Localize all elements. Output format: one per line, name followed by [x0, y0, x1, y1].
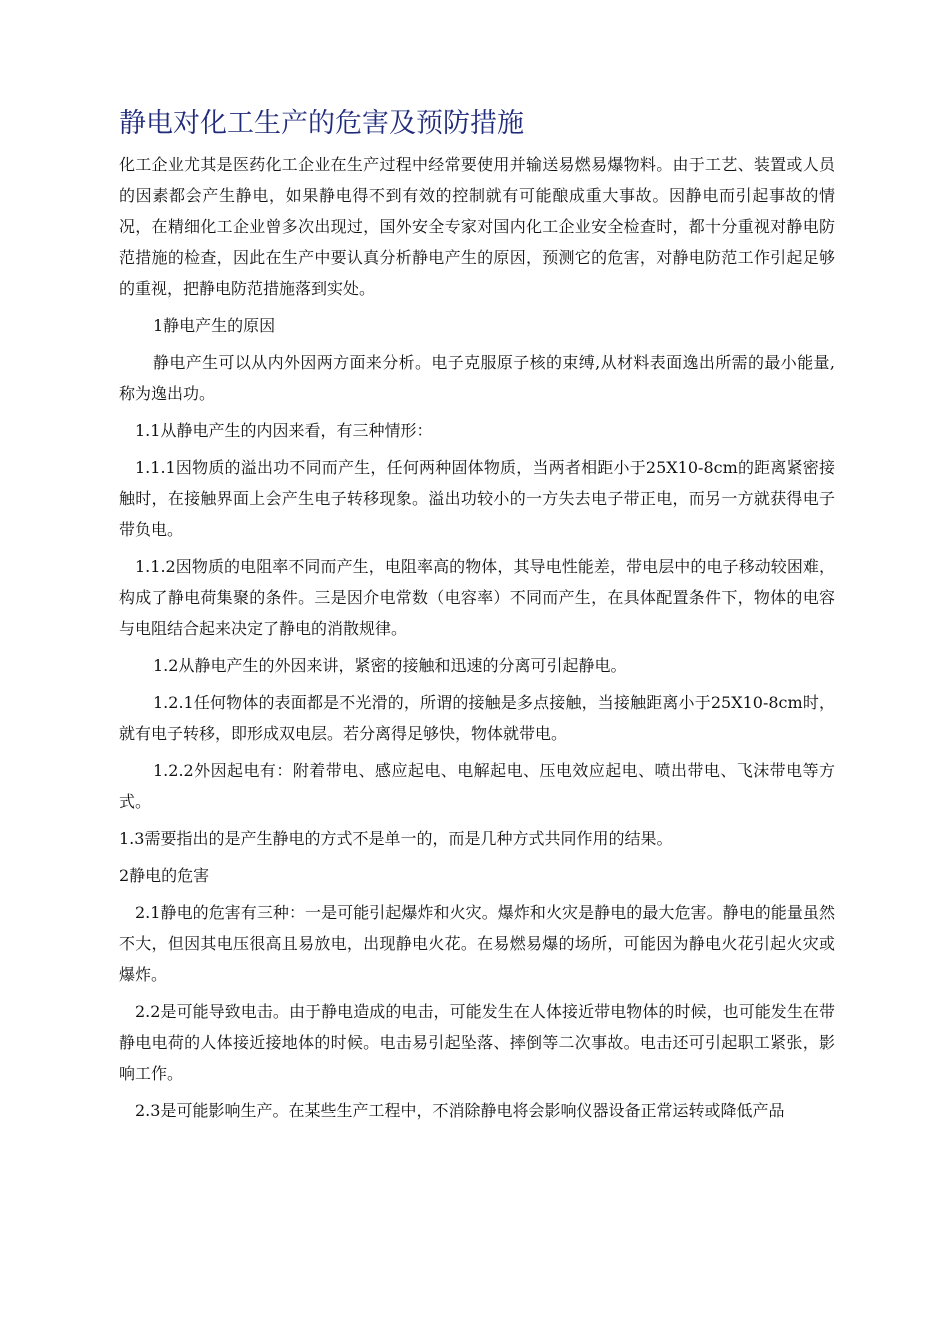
paragraph: 1.1.1因物质的溢出功不同而产生，任何两种固体物质，当两者相距小于25X10-8cm的距离紧密接触时，在接触界面上会产生电子转移现象。溢出功较小的一方失去电子带正电，而另一方就获得电子带负电。: [119, 458, 835, 539]
paragraph: 2.3是可能影响生产。在某些生产工程中，不消除静电将会影响仪器设备正常运转或降低产品: [135, 1101, 785, 1120]
paragraph: 1.2.1任何物体的表面都是不光滑的，所谓的接触是多点接触，当接触距离小于25X10-8cm时，就有电子转移，即形成双电层。若分离得足够快，物体就带电。: [119, 693, 835, 743]
paragraph: 1.3需要指出的是产生静电的方式不是单一的，而是几种方式共同作用的结果。: [119, 829, 673, 848]
document-body: [119, 149, 835, 1132]
section-heading: 1静电产生的原因: [153, 316, 276, 335]
subsection-heading: 1.2从静电产生的外因来讲，紧密的接触和迅速的分离可引起静电。: [153, 656, 627, 675]
paragraph: 1.1.2因物质的电阻率不同而产生，电阻率高的物体，其导电性能差，带电层中的电子移动较困难，构成了静电荷集聚的条件。三是因介电常数（电容率）不同而产生，在具体配置条件下，物体的电容与电阻结合起来决定了静电的消散规律。: [119, 557, 835, 638]
paragraph: 1.2.2外因起电有：附着带电、感应起电、电解起电、压电效应起电、喷出带电、飞沫带电等方式。: [119, 761, 835, 811]
subsection-heading: 1.1从静电产生的内因来看，有三种情形：: [135, 421, 433, 440]
paragraph: 2.2是可能导致电击。由于静电造成的电击，可能发生在人体接近带电物体的时候，也可能发生在带静电电荷的人体接近接地体的时候。电击易引起坠落、摔倒等二次事故。电击还可引起职工紧张，影响工作。: [119, 1002, 835, 1083]
paragraph: 2.1静电的危害有三种：一是可能引起爆炸和火灾。爆炸和火灾是静电的最大危害。静电的能量虽然不大，但因其电压很高且易放电，出现静电火花。在易燃易爆的场所，可能因为静电火花引起火灾或爆炸。: [119, 903, 835, 984]
paragraph: 静电产生可以从内外因两方面来分析。电子克服原子核的束缚,从材料表面逸出所需的最小能量,称为逸出功。: [119, 353, 835, 403]
section-heading: 2静电的危害: [119, 866, 210, 885]
page-title: 静电对化工生产的危害及预防措施: [119, 108, 524, 139]
intro-paragraph: 化工企业尤其是医药化工企业在生产过程中经常要使用并输送易燃易爆物料。由于工艺、装置或人员的因素都会产生静电，如果静电得不到有效的控制就有可能酿成重大事故。因静电而引起事故的情况，在精细化工企业曾多次出现过，国外安全专家对国内化工企业安全检查时，都十分重视对静电防范措施的检查，因此在生产中要认真分析静电产生的原因，预测它的危害，对静电防范工作引起足够的重视，把静电防范措施落到实处。: [119, 155, 835, 298]
